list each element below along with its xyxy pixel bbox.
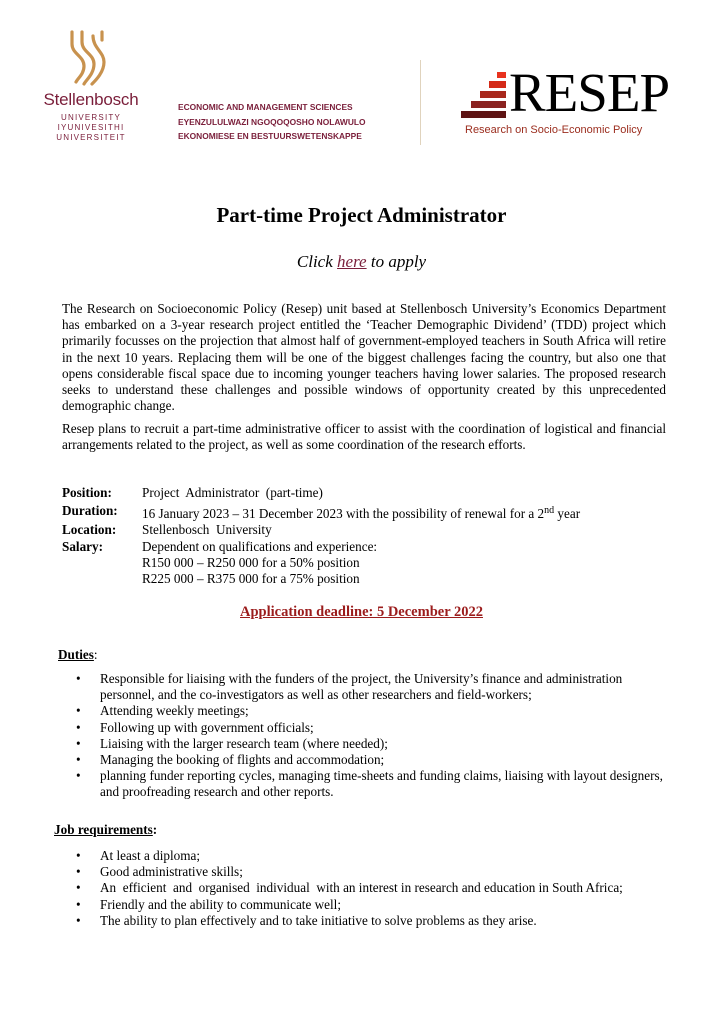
detail-duration [62, 503, 580, 522]
detail-label: Location: [62, 522, 117, 538]
detail-position [62, 485, 580, 501]
requirements-list [62, 848, 682, 929]
resep-tagline: Research on Socio-Economic Policy [465, 124, 643, 136]
detail-value: 16 January 2023 – 31 December 2023 with the possibility of renewal for a 2nd year [142, 505, 581, 522]
duties-list [62, 671, 672, 801]
subtitle-line: UNIVERSITEIT [56, 133, 126, 142]
resep-stair-bars-icon [461, 72, 509, 118]
faculty-line: ECONOMIC AND MANAGEMENT SCIENCES [178, 102, 353, 112]
subtitle-line: UNIVERSITY [60, 113, 121, 122]
list-item: • Friendly and the ability to communicate well; [62, 897, 682, 913]
header-divider [420, 60, 421, 145]
detail-value: Stellenbosch University [142, 522, 272, 538]
detail-label: Salary: [62, 538, 104, 554]
list-item: • Good administrative skills; [62, 864, 682, 880]
list-item: • planning funder reporting cycles, managing time-sheets and funding claims, liaising with layout designers, and proofreading research and other reports. [62, 768, 672, 800]
duties-heading: Duties: [58, 647, 98, 662]
subtitle-line: IYUNIVESITHI [57, 123, 125, 132]
intro-paragraph: The Research on Socioeconomic Policy (Resep) unit based at Stellenbosch University’s Economics Department has embarked on a 3-year research project entitled the ‘Teacher Demographic Dividend’ (TDD) project which primarily focusses on the projection that almost half of government-employed teachers in South Africa will retire in the next 10 years. Replacing them will be one of the biggest challenges facing the country, but also one that opens considerable fiscal space due to incoming younger teachers having lower salaries. The proposed research seeks to understand these challenges and possible windows of opportunity created by this unprecedented demographic change. [62, 301, 666, 414]
faculty-line: EKONOMIESE EN BESTUURSWETENSKAPPE [178, 131, 362, 141]
requirements-heading: Job requirements: [54, 822, 158, 837]
list-item: • An efficient and organised individual with an interest in research and education in South Africa; [62, 880, 682, 896]
university-name: Stellenbosch [43, 90, 139, 109]
faculty-name [178, 100, 366, 144]
detail-value: Dependent on qualifications and experience: R150 000 – R250 000 for a 50% position R225 000 – R375 000 for a 75% position [142, 538, 378, 587]
apply-line [0, 252, 723, 272]
list-item: • Attending weekly meetings; [62, 703, 672, 719]
apply-here-link[interactable]: here [337, 252, 367, 271]
detail-label: Duration: [62, 503, 118, 519]
apply-prefix: Click [296, 252, 333, 271]
page-title: Part-time Project Administrator [216, 203, 507, 227]
apply-suffix: to apply [370, 252, 427, 271]
university-subtitle [36, 113, 146, 143]
detail-label: Position: [62, 485, 112, 500]
list-item: • Liaising with the larger research team (where needed); [62, 736, 672, 752]
detail-value: Project Administrator (part-time) [142, 485, 323, 500]
position-details [62, 485, 580, 587]
list-item: • Following up with government officials; [62, 720, 672, 736]
list-item: • At least a diploma; [62, 848, 682, 864]
detail-salary [62, 539, 580, 588]
detail-location [62, 522, 580, 538]
stellenbosch-crest-icon [66, 30, 110, 86]
list-item: • Managing the booking of flights and accommodation; [62, 752, 672, 768]
application-deadline: Application deadline: 5 December 2022 [240, 604, 483, 620]
recruit-paragraph: Resep plans to recruit a part-time administrative officer to assist with the coordination of logistical and financial arrangements related to the project, as well as some coordination of the research efforts. [62, 421, 666, 453]
resep-wordmark: RESEP [509, 62, 670, 123]
list-item: • The ability to plan effectively and to take initiative to solve problems as they arise. [62, 913, 682, 929]
list-item: • Responsible for liaising with the funders of the project, the University’s finance and administration personnel, and the co-investigators as well as other researchers and field-workers; [62, 671, 672, 703]
faculty-line: EYENZULULWAZI NGOQOQOSHO NOLAWULO [178, 116, 366, 127]
